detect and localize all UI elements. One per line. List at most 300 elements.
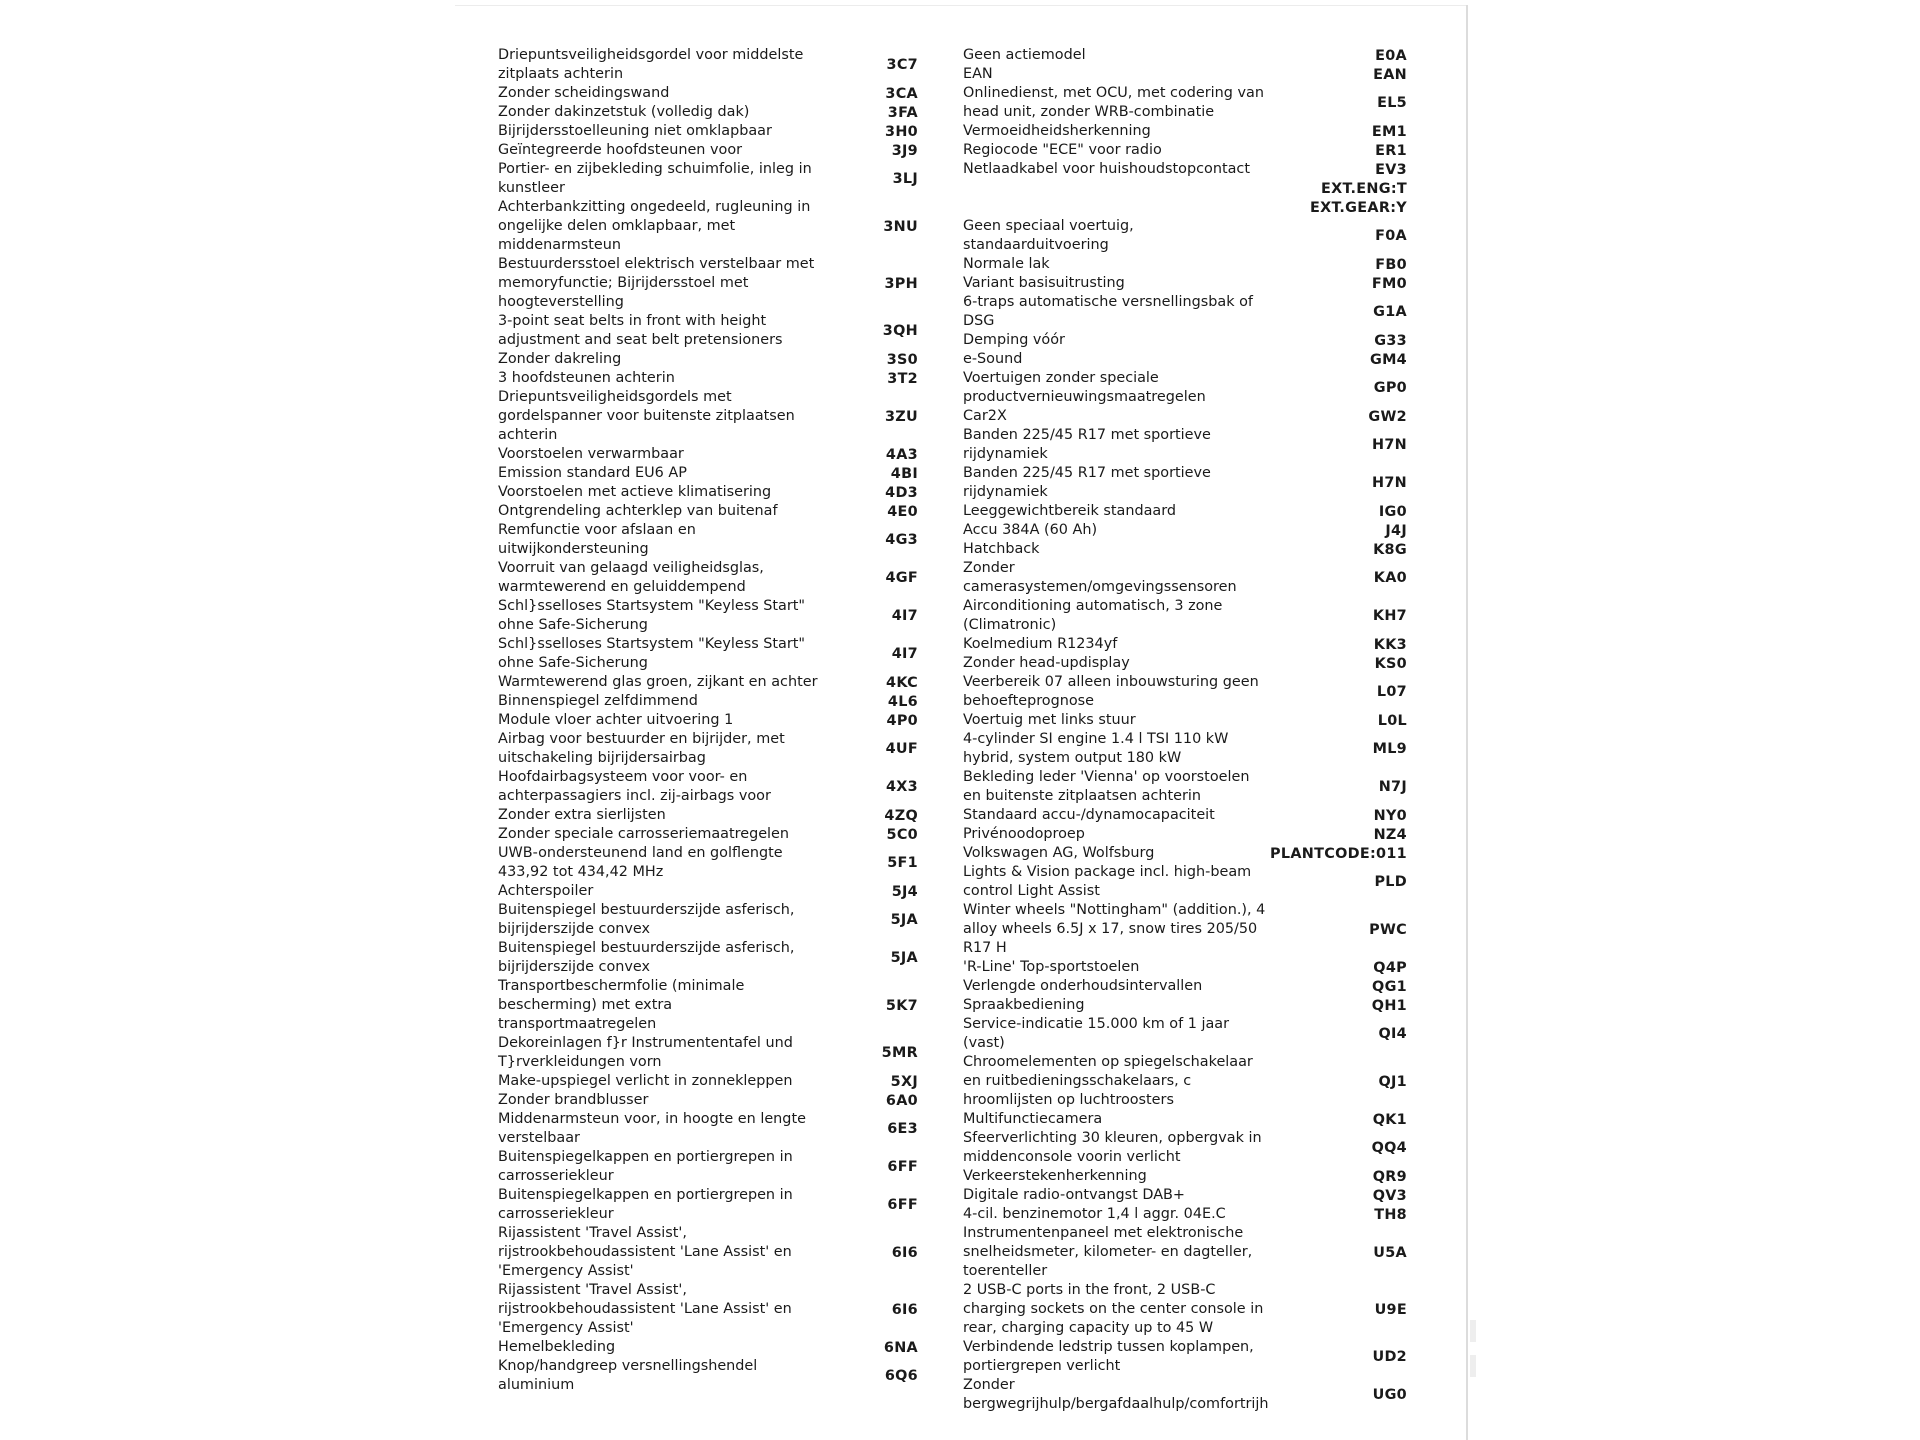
option-code: 6Q6 — [884, 1368, 918, 1384]
option-code: 4UF — [885, 741, 918, 757]
option-description: Transportbeschermfolie (minimale — [498, 978, 745, 994]
option-description: hybrid, system output 180 kW — [963, 750, 1182, 766]
option-code: 6FF — [887, 1197, 918, 1213]
option-row — [963, 1281, 1407, 1338]
option-description: Volkswagen AG, Wolfsburg — [963, 845, 1155, 861]
option-description: UWB-ondersteunend land en golflengte — [498, 845, 783, 861]
option-code: EV3 — [1375, 161, 1407, 178]
option-code: 5F1 — [887, 855, 918, 871]
option-description: Zonder dakreling — [498, 351, 622, 367]
option-row — [498, 730, 918, 768]
option-description: Spraakbediening — [963, 997, 1085, 1013]
option-description: snelheidsmeter, kilometer- en dagteller, — [963, 1244, 1253, 1260]
option-code: 4A3 — [885, 446, 918, 463]
option-description: kunstleer — [498, 180, 565, 196]
option-code: 6I6 — [891, 1301, 918, 1318]
option-description: Driepuntsveiligheidsgordels met — [498, 389, 732, 405]
option-description: Hatchback — [963, 541, 1040, 557]
option-code: Q4P — [1373, 959, 1407, 976]
option-code: FM0 — [1371, 275, 1407, 292]
option-description: uitwijkondersteuning — [498, 541, 649, 557]
option-description: Netlaadkabel voor huishoudstopcontact — [963, 161, 1250, 177]
option-description: Make-upspiegel verlicht in zonnekleppen — [498, 1073, 793, 1089]
option-description: Zonder extra sierlijsten — [498, 807, 666, 823]
option-description: transportmaatregelen — [498, 1016, 657, 1032]
option-description: Voorstoelen met actieve klimatisering — [498, 484, 772, 500]
option-description: Schl}sselloses Startsystem "Keyless Start" — [498, 636, 806, 652]
option-row — [498, 1110, 918, 1148]
option-code: 4I7 — [891, 608, 918, 624]
option-description: 433,92 tot 434,42 MHz — [498, 864, 664, 880]
option-description: Hoofdairbagsysteem voor voor- en — [498, 769, 748, 785]
option-description: Buitenspiegel bestuurderszijde asferisch, — [498, 940, 795, 956]
option-row — [963, 1110, 1407, 1129]
option-row — [498, 141, 918, 160]
option-row — [963, 958, 1407, 977]
option-description: toerenteller — [963, 1263, 1048, 1279]
option-row — [963, 65, 1407, 84]
option-code: 3C7 — [886, 57, 918, 73]
option-description: Banden 225/45 R17 met sportieve — [963, 465, 1211, 481]
option-description: Privénoodoproep — [963, 826, 1085, 842]
right-option-column — [963, 46, 1407, 1414]
option-row — [963, 654, 1407, 673]
option-description: Driepuntsveiligheidsgordel voor middelste — [498, 47, 804, 63]
option-code: 4D3 — [885, 484, 918, 501]
option-row — [963, 407, 1407, 426]
option-code: PLANTCODE:011 — [1270, 845, 1407, 862]
option-description: T}rverkleidungen vorn — [498, 1054, 662, 1070]
option-code: 3LJ — [892, 171, 918, 187]
option-description: Dekoreinlagen f}r Instrumententafel und — [498, 1035, 793, 1051]
option-code: G1A — [1373, 304, 1407, 320]
option-row — [498, 1357, 918, 1395]
option-description: Multifunctiecamera — [963, 1111, 1103, 1127]
option-row — [963, 673, 1407, 711]
option-description: rear, charging capacity up to 45 W — [963, 1320, 1214, 1336]
option-description: Schl}sselloses Startsystem "Keyless Start" — [498, 598, 806, 614]
option-code: L0L — [1377, 712, 1407, 729]
option-code: U9E — [1374, 1301, 1407, 1318]
option-row — [498, 711, 918, 730]
option-code: N7J — [1378, 779, 1407, 795]
option-description: 4-cil. benzinemotor 1,4 l aggr. 04E.C — [963, 1206, 1226, 1222]
option-code: 3QH — [882, 323, 918, 339]
option-description: bijrijderszijde convex — [498, 921, 651, 937]
option-code: 4G3 — [885, 532, 918, 548]
option-description: Hemelbekleding — [498, 1339, 616, 1355]
option-row — [498, 1338, 918, 1357]
option-description: ohne Safe-Sicherung — [498, 655, 648, 671]
option-description: 6-traps automatische versnellingsbak of — [963, 294, 1253, 310]
option-row — [963, 350, 1407, 369]
option-row — [963, 635, 1407, 654]
option-row — [498, 1148, 918, 1186]
option-row — [963, 711, 1407, 730]
option-code: TH8 — [1374, 1206, 1407, 1223]
option-row — [498, 882, 918, 901]
option-row — [963, 1224, 1407, 1281]
option-description: Remfunctie voor afslaan en — [498, 522, 696, 538]
option-description: Digitale radio-ontvangst DAB+ — [963, 1187, 1185, 1203]
option-code: UD2 — [1372, 1349, 1407, 1365]
option-code: EXT.ENG:T — [1321, 180, 1407, 197]
option-row — [963, 84, 1407, 122]
option-description: Zonder speciale carrosseriemaatregelen — [498, 826, 790, 842]
option-code: 6E3 — [887, 1121, 918, 1137]
option-row — [963, 863, 1407, 901]
option-row — [963, 1376, 1407, 1414]
option-description: behoefteprognose — [963, 693, 1095, 709]
option-code: 3J9 — [891, 142, 918, 159]
option-code: QI4 — [1378, 1026, 1407, 1042]
option-description: Emission standard EU6 AP — [498, 465, 687, 481]
option-row — [963, 977, 1407, 996]
option-description: Buitenspiegelkappen en portiergrepen in — [498, 1187, 793, 1203]
option-description: 2 USB-C ports in the front, 2 USB-C — [963, 1282, 1216, 1298]
option-description: charging sockets on the center console in — [963, 1301, 1264, 1317]
option-code: EAN — [1373, 66, 1407, 83]
option-row — [963, 217, 1407, 255]
option-description — [963, 179, 1293, 198]
option-description: carrosseriekleur — [498, 1168, 614, 1184]
option-code: 5JA — [890, 950, 918, 966]
option-row — [963, 1167, 1407, 1186]
option-description: bescherming) met extra — [498, 997, 673, 1013]
option-row — [498, 312, 918, 350]
option-row — [498, 1224, 918, 1281]
option-row — [963, 559, 1407, 597]
option-description: Warmtewerend glas groen, zijkant en achter — [498, 674, 818, 690]
option-row — [963, 1129, 1407, 1167]
option-row — [498, 1034, 918, 1072]
option-row — [498, 84, 918, 103]
option-row — [963, 1015, 1407, 1053]
option-description: Instrumentenpaneel met elektronische — [963, 1225, 1244, 1241]
option-row — [498, 464, 918, 483]
option-description: bergwegrijhulp/bergafdaalhulp/comfortrijh — [963, 1396, 1269, 1412]
option-description: Winter wheels "Nottingham" (addition.), 4 — [963, 902, 1266, 918]
option-description: productvernieuwingsmaatregelen — [963, 389, 1206, 405]
option-code: 4KC — [886, 674, 918, 691]
option-row — [963, 901, 1407, 958]
scan-mark — [1470, 1355, 1476, 1377]
option-description: Verbindende ledstrip tussen koplampen, — [963, 1339, 1254, 1355]
page-edge-right — [1466, 5, 1468, 1440]
option-code: 3PH — [884, 275, 918, 292]
option-description: Verlengde onderhoudsintervallen — [963, 978, 1203, 994]
option-code: EM1 — [1371, 123, 1407, 140]
option-code: 4E0 — [887, 503, 918, 520]
option-row — [963, 1205, 1407, 1224]
option-description: achterpassagiers incl. zij-airbags voor — [498, 788, 771, 804]
option-row — [498, 673, 918, 692]
option-row — [963, 540, 1407, 559]
option-description: Bestuurdersstoel elektrisch verstelbaar met — [498, 256, 815, 272]
option-code: QG1 — [1372, 978, 1407, 995]
option-code: KH7 — [1372, 608, 1407, 624]
option-row — [963, 141, 1407, 160]
option-code: QQ4 — [1371, 1140, 1407, 1156]
option-description: hroomlijsten op luchtroosters — [963, 1092, 1174, 1108]
option-row — [963, 46, 1407, 65]
option-code: 3ZU — [884, 408, 918, 425]
option-description: head unit, zonder WRB-combinatie — [963, 104, 1215, 120]
option-code: FB0 — [1375, 256, 1407, 273]
option-description: Standaard accu-/dynamocapaciteit — [963, 807, 1215, 823]
option-description: Voorstoelen verwarmbaar — [498, 446, 684, 462]
option-description: hoogteverstelling — [498, 294, 624, 310]
option-description: standaarduitvoering — [963, 237, 1109, 253]
option-description: portiergrepen verlicht — [963, 1358, 1121, 1374]
option-row — [498, 103, 918, 122]
option-code: 4I7 — [891, 646, 918, 662]
option-description: Sfeerverlichting 30 kleuren, opbergvak in — [963, 1130, 1262, 1146]
option-description: Zonder scheidingswand — [498, 85, 670, 101]
option-code: ML9 — [1372, 741, 1407, 757]
option-row — [963, 1186, 1407, 1205]
option-row — [498, 160, 918, 198]
option-code: 5MR — [881, 1045, 918, 1061]
option-description: middenarmsteun — [498, 237, 621, 253]
option-description: Rijassistent 'Travel Assist', — [498, 1225, 687, 1241]
option-description: achterin — [498, 427, 558, 443]
option-description: Module vloer achter uitvoering 1 — [498, 712, 734, 728]
option-description: Geen speciaal voertuig, — [963, 218, 1134, 234]
option-description: Voorruit van gelaagd veiligheidsglas, — [498, 560, 764, 576]
option-description: R17 H — [963, 940, 1007, 956]
option-code: QJ1 — [1378, 1073, 1407, 1090]
option-code: 4P0 — [886, 712, 918, 729]
option-code: 3NU — [883, 218, 918, 235]
option-description: 3-point seat belts in front with height — [498, 313, 767, 329]
option-description: alloy wheels 6.5J x 17, snow tires 205/50 — [963, 921, 1258, 937]
option-description: Demping vóór — [963, 332, 1065, 348]
option-code: H7N — [1371, 475, 1407, 491]
option-row — [963, 274, 1407, 293]
option-description: Onlinedienst, met OCU, met codering van — [963, 85, 1264, 101]
option-row — [498, 901, 918, 939]
option-code: 6FF — [887, 1159, 918, 1175]
option-row — [963, 198, 1407, 217]
option-description: Bijrijdersstoelleuning niet omklapbaar — [498, 123, 772, 139]
option-description: verstelbaar — [498, 1130, 580, 1146]
option-row — [498, 1072, 918, 1091]
option-description: e-Sound — [963, 351, 1023, 367]
option-code: 5J4 — [891, 883, 918, 900]
option-row — [963, 521, 1407, 540]
option-code: 5JA — [890, 912, 918, 928]
option-code: E0A — [1375, 47, 1407, 64]
option-description: Ontgrendeling achterklep van buitenaf — [498, 503, 778, 519]
option-description: Zonder — [963, 1377, 1015, 1393]
option-code: QK1 — [1372, 1111, 1407, 1128]
option-code: NZ4 — [1373, 826, 1407, 843]
option-description: Buitenspiegel bestuurderszijde asferisch, — [498, 902, 795, 918]
option-row — [963, 730, 1407, 768]
option-code: F0A — [1375, 228, 1407, 244]
option-description: Voertuigen zonder speciale — [963, 370, 1159, 386]
option-description: Normale lak — [963, 256, 1050, 272]
option-description: Voertuig met links stuur — [963, 712, 1136, 728]
option-row — [498, 559, 918, 597]
option-row — [498, 939, 918, 977]
option-description: rijdynamiek — [963, 446, 1048, 462]
option-code: 4X3 — [885, 779, 918, 795]
page-edge-top — [455, 5, 1467, 6]
option-description — [963, 198, 1293, 217]
option-code: 4GF — [885, 570, 918, 586]
option-description: rijdynamiek — [963, 484, 1048, 500]
option-row — [963, 768, 1407, 806]
option-row — [963, 806, 1407, 825]
option-row — [963, 426, 1407, 464]
option-code: 5K7 — [885, 997, 918, 1014]
option-description: Zonder head-updisplay — [963, 655, 1130, 671]
option-description: uitschakeling bijrijdersairbag — [498, 750, 706, 766]
option-code: QH1 — [1371, 997, 1407, 1014]
option-row — [498, 844, 918, 882]
option-description: 'R-Line' Top-sportstoelen — [963, 959, 1140, 975]
option-code: 4ZQ — [884, 807, 918, 824]
option-row — [963, 160, 1407, 179]
option-code: 3S0 — [886, 351, 918, 368]
option-description: Binnenspiegel zelfdimmend — [498, 693, 698, 709]
option-description: memoryfunctie; Bijrijdersstoel met — [498, 275, 749, 291]
option-description: Zonder brandblusser — [498, 1092, 649, 1108]
option-description: adjustment and seat belt pretensioners — [498, 332, 783, 348]
option-description: bijrijderszijde convex — [498, 959, 651, 975]
option-row — [498, 350, 918, 369]
option-code: H7N — [1371, 437, 1407, 453]
option-row — [963, 844, 1407, 863]
option-code: 4L6 — [887, 693, 918, 710]
option-row — [498, 806, 918, 825]
option-description: Airconditioning automatisch, 3 zone — [963, 598, 1223, 614]
option-description: Geïntegreerde hoofdsteunen voor — [498, 142, 743, 158]
option-row — [498, 692, 918, 711]
option-row — [498, 635, 918, 673]
option-description: Bekleding leder 'Vienna' op voorstoelen — [963, 769, 1250, 785]
option-description: Portier- en zijbekleding schuimfolie, inleg in — [498, 161, 812, 177]
option-row — [498, 1186, 918, 1224]
option-row — [963, 1338, 1407, 1376]
option-row — [963, 369, 1407, 407]
option-row — [963, 179, 1407, 198]
option-code: EXT.GEAR:Y — [1309, 199, 1407, 216]
option-row — [963, 825, 1407, 844]
option-description: Banden 225/45 R17 met sportieve — [963, 427, 1211, 443]
option-code: KA0 — [1373, 570, 1407, 586]
option-code: NY0 — [1373, 807, 1407, 824]
option-description: rijstrookbehoudassistent 'Lane Assist' en — [498, 1301, 792, 1317]
option-description: zitplaats achterin — [498, 66, 624, 82]
option-code: PWC — [1369, 921, 1407, 938]
option-code: 3H0 — [885, 123, 918, 140]
option-description: (Climatronic) — [963, 617, 1057, 633]
option-row — [498, 521, 918, 559]
option-row — [498, 46, 918, 84]
option-code: 3T2 — [887, 370, 918, 387]
option-description: en ruitbedieningsschakelaars, c — [963, 1073, 1192, 1089]
option-description: carrosseriekleur — [498, 1206, 614, 1222]
option-description: Knop/handgreep versnellingshendel — [498, 1358, 758, 1374]
option-description: EAN — [963, 66, 993, 82]
option-code: J4J — [1385, 522, 1407, 539]
option-description: Achterbankzitting ongedeeld, rugleuning in — [498, 199, 811, 215]
option-row — [498, 198, 918, 255]
option-code: ER1 — [1375, 142, 1407, 159]
option-description: Leeggewichtbereik standaard — [963, 503, 1177, 519]
option-row — [963, 597, 1407, 635]
option-code: KS0 — [1374, 655, 1407, 672]
option-code: GP0 — [1373, 380, 1407, 396]
option-code: KK3 — [1373, 636, 1407, 653]
option-code: 5C0 — [886, 826, 918, 843]
option-description: ohne Safe-Sicherung — [498, 617, 648, 633]
option-description: aluminium — [498, 1377, 575, 1393]
option-code: GM4 — [1369, 351, 1407, 368]
option-description: warmtewerend en geluiddempend — [498, 579, 746, 595]
option-description: Geen actiemodel — [963, 47, 1086, 63]
option-code: 6I6 — [891, 1244, 918, 1261]
option-row — [963, 122, 1407, 141]
option-description: DSG — [963, 313, 995, 329]
option-description: Accu 384A (60 Ah) — [963, 522, 1098, 538]
option-row — [498, 597, 918, 635]
option-description: Regiocode "ECE" voor radio — [963, 142, 1162, 158]
option-description: Vermoeidheidsherkenning — [963, 123, 1151, 139]
option-description: control Light Assist — [963, 883, 1100, 899]
option-description: en buitenste zitplaatsen achterin — [963, 788, 1202, 804]
option-row — [498, 768, 918, 806]
option-description: 'Emergency Assist' — [498, 1263, 634, 1279]
option-row — [498, 122, 918, 141]
option-code: QV3 — [1372, 1187, 1407, 1204]
option-description: 'Emergency Assist' — [498, 1320, 634, 1336]
option-description: Buitenspiegelkappen en portiergrepen in — [498, 1149, 793, 1165]
option-code: 3CA — [885, 85, 918, 102]
option-description: gordelspanner voor buitenste zitplaatsen — [498, 408, 795, 424]
option-row — [498, 445, 918, 464]
option-description: Zonder — [963, 560, 1015, 576]
option-description: Achterspoiler — [498, 883, 594, 899]
option-description: Veerbereik 07 alleen inbouwsturing geen — [963, 674, 1259, 690]
option-description: camerasystemen/omgevingssensoren — [963, 579, 1237, 595]
option-row — [963, 996, 1407, 1015]
option-row — [498, 825, 918, 844]
option-description: Koelmedium R1234yf — [963, 636, 1118, 652]
option-row — [963, 1053, 1407, 1110]
option-row — [498, 1281, 918, 1338]
option-row — [498, 502, 918, 521]
option-description: Airbag voor bestuurder en bijrijder, met — [498, 731, 785, 747]
option-code: PLD — [1374, 874, 1407, 890]
option-description: middenconsole voorin verlicht — [963, 1149, 1181, 1165]
option-row — [498, 369, 918, 388]
option-code: QR9 — [1372, 1168, 1407, 1185]
option-code: U5A — [1373, 1244, 1407, 1261]
option-code: 6NA — [883, 1339, 918, 1356]
option-code: K8G — [1373, 541, 1407, 558]
option-description: 3 hoofdsteunen achterin — [498, 370, 675, 386]
option-description: Service-indicatie 15.000 km of 1 jaar — [963, 1016, 1230, 1032]
scan-mark — [1470, 1320, 1476, 1342]
option-description: (vast) — [963, 1035, 1005, 1051]
option-row — [498, 255, 918, 312]
left-option-column — [498, 46, 918, 1395]
option-row — [963, 255, 1407, 274]
